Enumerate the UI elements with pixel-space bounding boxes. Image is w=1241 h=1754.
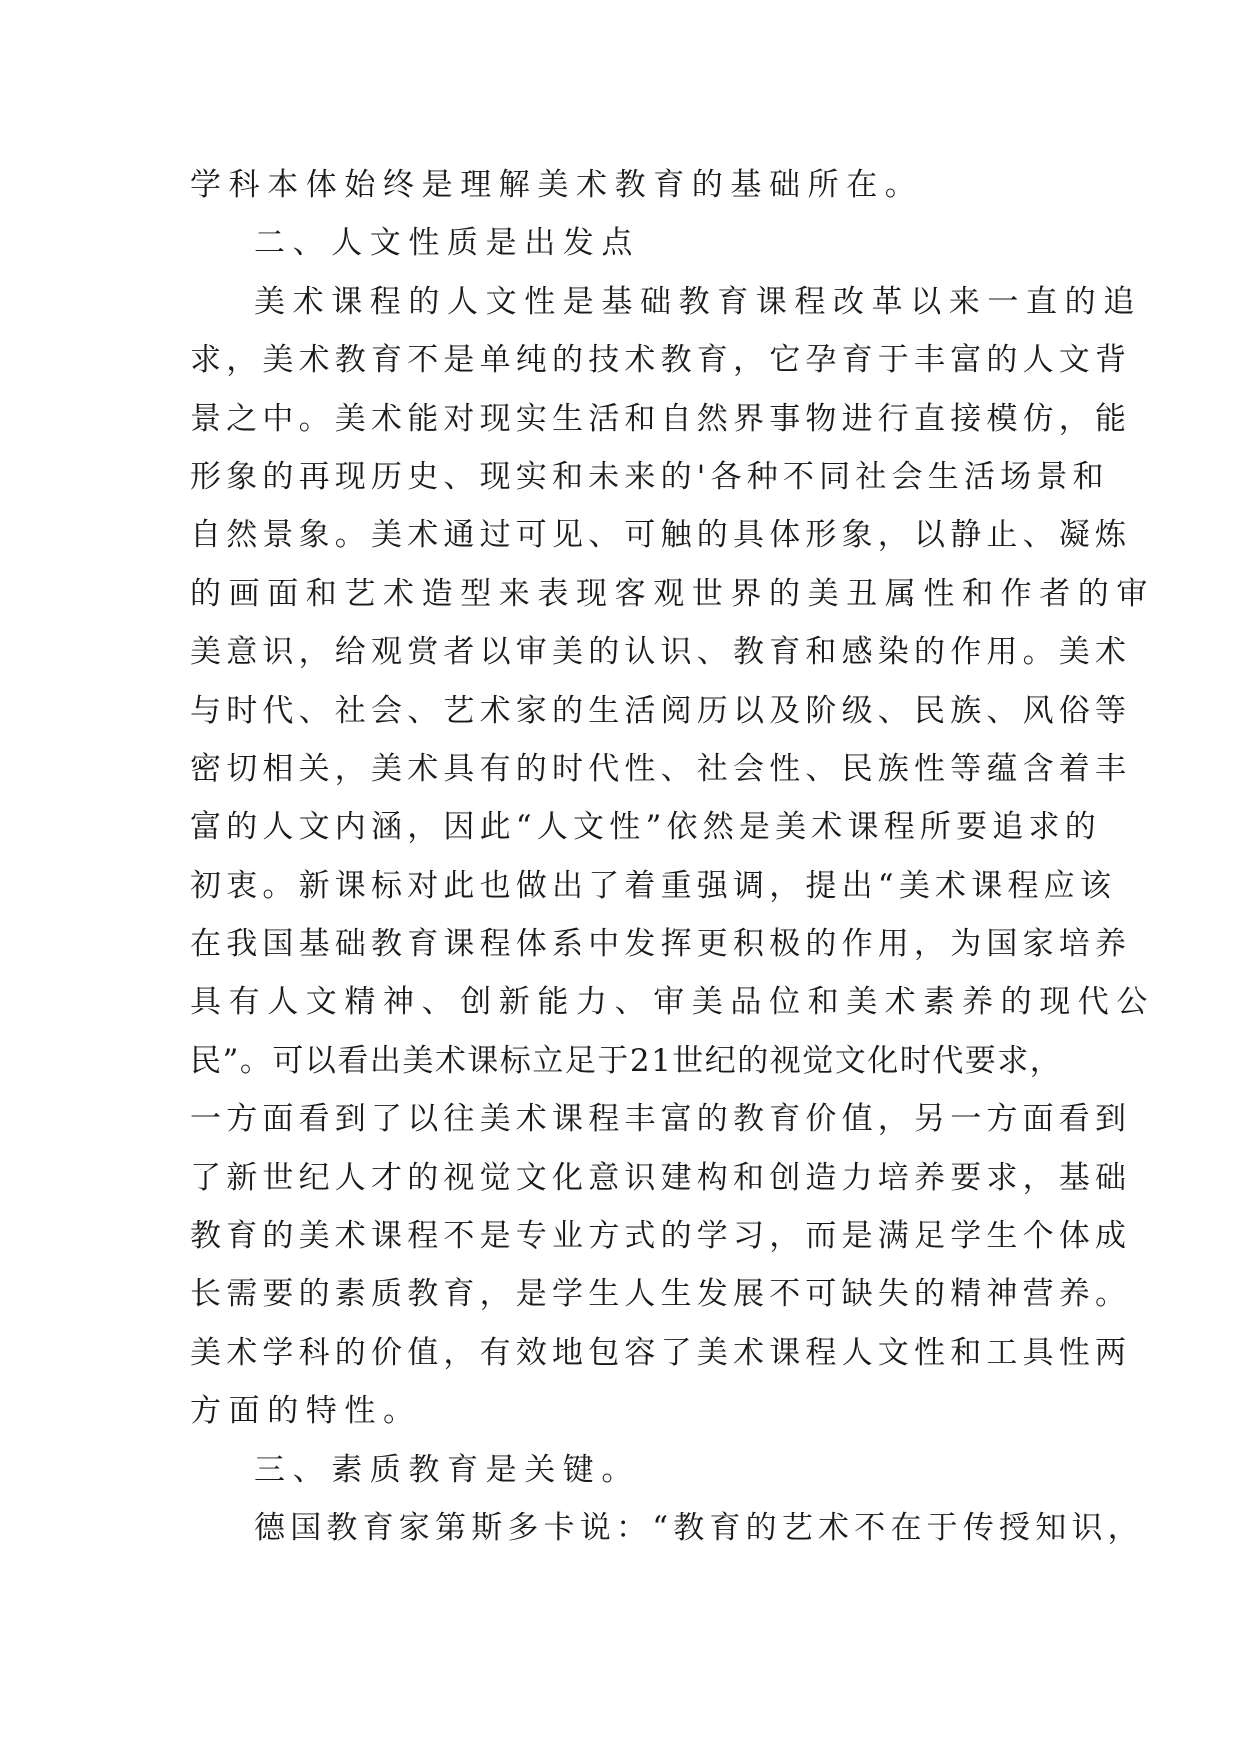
section-heading-2: 二、人文性质是出发点 xyxy=(254,225,640,262)
paragraph-line: 初衷。新课标对此也做出了着重强调，提出“美术课程应该 xyxy=(190,867,1117,904)
paragraph-line: 与时代、社会、艺术家的生活阅历以及阶级、民族、风俗等 xyxy=(190,692,1132,729)
paragraph-line: 美意识，给观赏者以审美的认识、教育和感染的作用。美术 xyxy=(190,634,1132,671)
paragraph-line: 美术课程的人文性是基础教育课程改革以来一直的追 xyxy=(254,283,1142,320)
section-heading-3: 三、素质教育是关键。 xyxy=(254,1451,640,1488)
paragraph-line: 的画面和艺术造型来表现客观世界的美丑属性和作者的审 xyxy=(190,575,1155,612)
paragraph-line: 民”。可以看出美术课标立足于21世纪的视觉文化时代要求， xyxy=(190,1042,1063,1079)
paragraph-line: 形象的再现历史、现实和未来的'各种不同社会生活场景和 xyxy=(190,458,1109,495)
paragraph-line: 密切相关，美术具有的时代性、社会性、民族性等蕴含着丰 xyxy=(190,750,1132,787)
paragraph-line: 教育的美术课程不是专业方式的学习，而是满足学生个体成 xyxy=(190,1218,1132,1255)
paragraph-line: 学科本体始终是理解美术教育的基础所在。 xyxy=(190,167,924,203)
paragraph-line: 方面的特性。 xyxy=(190,1393,422,1430)
paragraph-line: 美术学科的价值，有效地包容了美术课程人文性和工具性两 xyxy=(190,1334,1132,1371)
paragraph-line: 求，美术教育不是单纯的技术教育，它孕育于丰富的人文背 xyxy=(190,342,1132,379)
paragraph-line: 在我国基础教育课程体系中发挥更积极的作用，为国家培养 xyxy=(190,926,1132,963)
paragraph-line: 长需要的素质教育，是学生人生发展不可缺失的精神营养。 xyxy=(190,1276,1132,1313)
paragraph-line: 自然景象。美术通过可见、可触的具体形象，以静止、凝炼 xyxy=(190,517,1132,554)
paragraph-line: 德国教育家第斯多卡说：“教育的艺术不在于传授知识， xyxy=(254,1509,1144,1546)
paragraph-line: 富的人文内涵，因此“人文性”依然是美术课程所要追求的 xyxy=(190,809,1101,846)
paragraph-line: 具有人文精神、创新能力、审美品位和美术素养的现代公 xyxy=(190,984,1155,1021)
paragraph-line: 景之中。美术能对现实生活和自然界事物进行直接模仿，能 xyxy=(190,400,1132,437)
paragraph-line: 了新世纪人才的视觉文化意识建构和创造力培养要求，基础 xyxy=(190,1159,1132,1196)
paragraph-line: 一方面看到了以往美术课程丰富的教育价值，另一方面看到 xyxy=(190,1101,1132,1138)
document-body xyxy=(190,156,1155,1557)
